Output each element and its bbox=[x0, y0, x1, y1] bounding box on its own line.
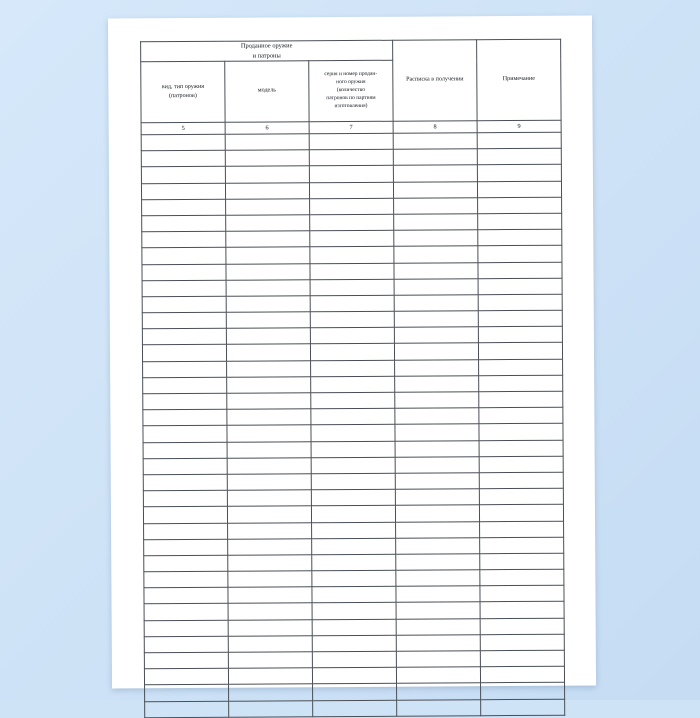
table-cell[interactable] bbox=[226, 263, 310, 280]
table-cell[interactable] bbox=[313, 700, 397, 717]
column-number-9: 9 bbox=[477, 120, 561, 133]
table-cell[interactable] bbox=[480, 602, 564, 619]
table-cell[interactable] bbox=[227, 360, 311, 377]
table-cell[interactable] bbox=[227, 377, 311, 394]
column-header-serial-line-2: ного оружия bbox=[336, 78, 366, 86]
table-cell[interactable] bbox=[310, 247, 394, 264]
table-cell[interactable] bbox=[311, 392, 395, 409]
table-cell[interactable] bbox=[477, 165, 561, 182]
table-cell[interactable] bbox=[397, 699, 481, 716]
table-cell[interactable] bbox=[395, 473, 479, 490]
table-cell[interactable] bbox=[225, 150, 309, 167]
column-header-receipt bbox=[393, 40, 477, 122]
table-cell[interactable] bbox=[480, 666, 564, 683]
table-cell[interactable] bbox=[311, 457, 395, 474]
column-header-model-line-1: модель bbox=[257, 87, 277, 94]
table-cell[interactable] bbox=[395, 456, 479, 473]
table-cell[interactable] bbox=[312, 570, 396, 587]
table-cell[interactable] bbox=[396, 635, 480, 652]
column-header-note bbox=[477, 39, 561, 121]
table-cell[interactable] bbox=[228, 571, 312, 588]
table-cell[interactable] bbox=[227, 506, 311, 523]
table-cell[interactable] bbox=[479, 391, 563, 408]
table-cell[interactable] bbox=[478, 262, 562, 279]
table-cell[interactable] bbox=[394, 246, 478, 263]
table-cell[interactable] bbox=[396, 521, 480, 538]
table-cell[interactable] bbox=[144, 571, 228, 588]
table-cell[interactable] bbox=[226, 215, 310, 232]
table-cell[interactable] bbox=[311, 489, 395, 506]
table-cell[interactable] bbox=[145, 701, 229, 718]
table-cell[interactable] bbox=[227, 441, 311, 458]
table-cell[interactable] bbox=[228, 538, 312, 555]
table-cell[interactable] bbox=[142, 280, 226, 297]
table-cell[interactable] bbox=[311, 408, 395, 425]
table-cell[interactable] bbox=[477, 132, 561, 149]
table-cell[interactable] bbox=[312, 538, 396, 555]
table-cell[interactable] bbox=[228, 668, 312, 685]
table-cell[interactable] bbox=[311, 376, 395, 393]
table-cell[interactable] bbox=[479, 424, 563, 441]
table-sheet bbox=[140, 39, 564, 664]
column-header-receipt-line-1: Расписка в получении bbox=[406, 76, 464, 84]
table-cell[interactable] bbox=[226, 199, 310, 216]
table-cell[interactable] bbox=[227, 393, 311, 410]
table-cell[interactable] bbox=[394, 295, 478, 312]
column-header-type-line-1: вид, тип оружия bbox=[161, 83, 205, 91]
table-cell[interactable] bbox=[480, 537, 564, 554]
table-cell[interactable] bbox=[477, 181, 561, 198]
table-cell[interactable] bbox=[144, 523, 228, 540]
table-cell[interactable] bbox=[141, 167, 225, 184]
table-cell[interactable] bbox=[396, 586, 480, 603]
table-cell[interactable] bbox=[141, 150, 225, 167]
table-cell[interactable] bbox=[142, 312, 226, 329]
column-header-serial-line-5: изготовления) bbox=[334, 102, 368, 110]
table-cell[interactable] bbox=[395, 376, 479, 393]
table-cell[interactable] bbox=[143, 426, 227, 443]
table-cell[interactable] bbox=[480, 569, 564, 586]
table-cell[interactable] bbox=[394, 214, 478, 231]
table-cell[interactable] bbox=[478, 229, 562, 246]
table-cell[interactable] bbox=[226, 231, 310, 248]
table-cell[interactable] bbox=[228, 587, 312, 604]
table-cell[interactable] bbox=[142, 296, 226, 313]
table-cell[interactable] bbox=[310, 311, 394, 328]
table-cell[interactable] bbox=[143, 474, 227, 491]
table-cell[interactable] bbox=[142, 264, 226, 281]
table-cell[interactable] bbox=[143, 507, 227, 524]
table-cell[interactable] bbox=[395, 392, 479, 409]
table-cell[interactable] bbox=[396, 554, 480, 571]
table-cell[interactable] bbox=[394, 327, 478, 344]
table-cell[interactable] bbox=[142, 231, 226, 248]
table-cell[interactable] bbox=[478, 343, 562, 360]
table-cell[interactable] bbox=[480, 618, 564, 635]
table-cell[interactable] bbox=[310, 263, 394, 280]
table-cell[interactable] bbox=[310, 344, 394, 361]
table-cell[interactable] bbox=[143, 409, 227, 426]
table-cell[interactable] bbox=[479, 440, 563, 457]
table-cell[interactable] bbox=[313, 684, 397, 701]
table-cell[interactable] bbox=[145, 685, 229, 702]
table-cell[interactable] bbox=[310, 295, 394, 312]
table-cell[interactable] bbox=[225, 134, 309, 151]
table-cell[interactable] bbox=[312, 667, 396, 684]
table-cell[interactable] bbox=[312, 522, 396, 539]
table-cell[interactable] bbox=[310, 230, 394, 247]
column-header-type bbox=[141, 61, 225, 123]
table-cell[interactable] bbox=[227, 490, 311, 507]
table-cell[interactable] bbox=[144, 668, 228, 685]
table-cell[interactable] bbox=[312, 651, 396, 668]
table-body bbox=[141, 39, 562, 135]
table-cell[interactable] bbox=[480, 634, 564, 651]
column-header-model bbox=[225, 61, 309, 123]
table-cell[interactable] bbox=[312, 619, 396, 636]
table-cell[interactable] bbox=[142, 199, 226, 216]
table-cell[interactable] bbox=[144, 539, 228, 556]
column-number-7: 7 bbox=[309, 121, 393, 134]
table-cell[interactable] bbox=[396, 602, 480, 619]
table-cell[interactable] bbox=[478, 278, 562, 295]
data-rows-body bbox=[141, 132, 565, 717]
group-header-line-2: и патроны bbox=[252, 51, 281, 60]
table-cell[interactable] bbox=[394, 278, 478, 295]
table-cell[interactable] bbox=[144, 604, 228, 621]
table-cell[interactable] bbox=[142, 215, 226, 232]
table-cell[interactable] bbox=[481, 683, 565, 700]
table-cell[interactable] bbox=[394, 343, 478, 360]
table-cell[interactable] bbox=[478, 213, 562, 230]
table-cell[interactable] bbox=[226, 296, 310, 313]
table-cell[interactable] bbox=[480, 650, 564, 667]
column-number-8: 8 bbox=[393, 121, 477, 134]
table-cell[interactable] bbox=[226, 247, 310, 264]
table-cell[interactable] bbox=[309, 149, 393, 166]
table-cell[interactable] bbox=[141, 134, 225, 151]
table-cell[interactable] bbox=[310, 214, 394, 231]
table-cell[interactable] bbox=[478, 326, 562, 343]
table-cell[interactable] bbox=[228, 603, 312, 620]
table-cell[interactable] bbox=[311, 441, 395, 458]
column-header-serial-line-1: серия и номер продан- bbox=[324, 70, 378, 78]
table-cell[interactable] bbox=[479, 456, 563, 473]
column-header-type-line-2: (патронов) bbox=[168, 92, 197, 100]
table-cell[interactable] bbox=[480, 553, 564, 570]
table-cell[interactable] bbox=[229, 684, 313, 701]
table-cell[interactable] bbox=[478, 246, 562, 263]
table-cell[interactable] bbox=[479, 359, 563, 376]
table-cell[interactable] bbox=[309, 133, 393, 150]
table-cell[interactable] bbox=[478, 294, 562, 311]
table-cell[interactable] bbox=[226, 344, 310, 361]
table-cell[interactable] bbox=[309, 182, 393, 199]
table-cell[interactable] bbox=[143, 393, 227, 410]
table-cell[interactable] bbox=[312, 586, 396, 603]
table-cell[interactable] bbox=[481, 699, 565, 716]
table-cell[interactable] bbox=[394, 230, 478, 247]
table-cell[interactable] bbox=[144, 588, 228, 605]
table-cell[interactable] bbox=[478, 310, 562, 327]
table-cell[interactable] bbox=[142, 329, 226, 346]
table-cell[interactable] bbox=[228, 619, 312, 636]
table-cell[interactable] bbox=[394, 311, 478, 328]
column-header-serial bbox=[309, 60, 393, 122]
table-cell[interactable] bbox=[144, 652, 228, 669]
column-header-serial-line-3: (количество bbox=[336, 86, 365, 94]
table-cell[interactable] bbox=[393, 165, 477, 182]
table-cell[interactable] bbox=[226, 328, 310, 345]
table-cell[interactable] bbox=[312, 603, 396, 620]
table-cell[interactable] bbox=[143, 361, 227, 378]
table-cell[interactable] bbox=[311, 360, 395, 377]
table-cell[interactable] bbox=[396, 618, 480, 635]
table-cell[interactable] bbox=[396, 667, 480, 684]
group-header-cell bbox=[141, 40, 393, 62]
table-cell[interactable] bbox=[480, 521, 564, 538]
table-cell[interactable] bbox=[395, 359, 479, 376]
table-cell[interactable] bbox=[479, 472, 563, 489]
table-cell[interactable] bbox=[395, 424, 479, 441]
table-cell[interactable] bbox=[310, 198, 394, 215]
group-header-row bbox=[141, 39, 561, 62]
table-cell[interactable] bbox=[311, 473, 395, 490]
table-cell[interactable] bbox=[479, 407, 563, 424]
table-cell[interactable] bbox=[227, 409, 311, 426]
table-cell[interactable] bbox=[225, 182, 309, 199]
column-header-serial-line-4: патронов по партиям bbox=[326, 94, 376, 102]
table-cell[interactable] bbox=[144, 620, 228, 637]
table-cell[interactable] bbox=[226, 312, 310, 329]
table-cell[interactable] bbox=[228, 636, 312, 653]
table-cell[interactable] bbox=[228, 555, 312, 572]
table-cell[interactable] bbox=[143, 442, 227, 459]
table-cell[interactable] bbox=[479, 375, 563, 392]
table-cell[interactable] bbox=[228, 522, 312, 539]
table-cell[interactable] bbox=[395, 408, 479, 425]
table-cell[interactable] bbox=[143, 458, 227, 475]
table-cell[interactable] bbox=[141, 183, 225, 200]
table-cell[interactable] bbox=[312, 554, 396, 571]
table-cell[interactable] bbox=[310, 327, 394, 344]
table-cell[interactable] bbox=[478, 197, 562, 214]
table-cell[interactable] bbox=[479, 488, 563, 505]
table-row[interactable] bbox=[145, 699, 565, 718]
group-header-line-1: Проданное оружие bbox=[240, 42, 293, 50]
table-cell[interactable] bbox=[143, 490, 227, 507]
table-cell[interactable] bbox=[394, 197, 478, 214]
table-cell[interactable] bbox=[396, 651, 480, 668]
column-number-6: 6 bbox=[225, 122, 309, 135]
table-cell[interactable] bbox=[397, 683, 481, 700]
table-cell[interactable] bbox=[479, 505, 563, 522]
table-cell[interactable] bbox=[144, 555, 228, 572]
table-cell[interactable] bbox=[142, 248, 226, 265]
table-cell[interactable] bbox=[143, 377, 227, 394]
table-cell[interactable] bbox=[393, 149, 477, 166]
column-header-note-line-1: Примечание bbox=[502, 76, 535, 83]
registry-table bbox=[140, 39, 565, 718]
table-cell[interactable] bbox=[396, 570, 480, 587]
table-cell[interactable] bbox=[227, 474, 311, 491]
column-number-5: 5 bbox=[141, 122, 225, 135]
table-cell[interactable] bbox=[226, 279, 310, 296]
document-page bbox=[108, 16, 596, 689]
table-cell[interactable] bbox=[225, 166, 309, 183]
table-cell[interactable] bbox=[227, 425, 311, 442]
table-cell[interactable] bbox=[477, 148, 561, 165]
table-cell[interactable] bbox=[227, 458, 311, 475]
table-cell[interactable] bbox=[311, 506, 395, 523]
table-cell[interactable] bbox=[393, 181, 477, 198]
table-cell[interactable] bbox=[394, 262, 478, 279]
table-cell[interactable] bbox=[228, 652, 312, 669]
table-cell[interactable] bbox=[395, 505, 479, 522]
table-cell[interactable] bbox=[393, 133, 477, 150]
table-cell[interactable] bbox=[395, 440, 479, 457]
table-cell[interactable] bbox=[229, 700, 313, 717]
table-cell[interactable] bbox=[309, 166, 393, 183]
table-cell[interactable] bbox=[144, 636, 228, 653]
table-cell[interactable] bbox=[311, 425, 395, 442]
table-cell[interactable] bbox=[480, 585, 564, 602]
table-cell[interactable] bbox=[312, 635, 396, 652]
table-cell[interactable] bbox=[142, 345, 226, 362]
table-cell[interactable] bbox=[396, 537, 480, 554]
table-cell[interactable] bbox=[310, 279, 394, 296]
table-cell[interactable] bbox=[395, 489, 479, 506]
